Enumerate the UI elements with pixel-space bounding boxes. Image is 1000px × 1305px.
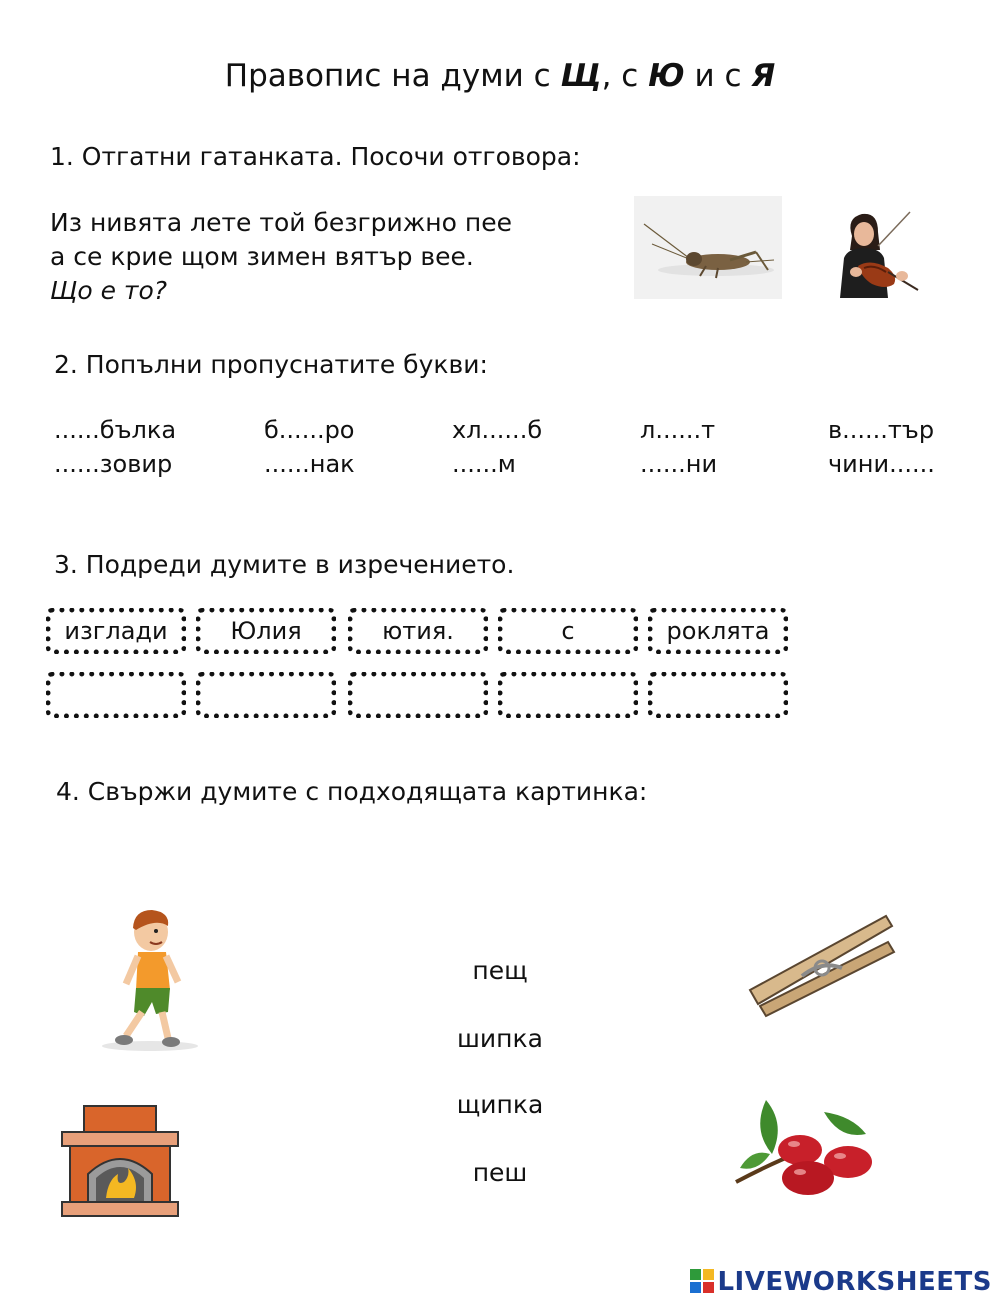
- answer-slot[interactable]: [498, 672, 638, 718]
- task4-heading: 4. Свържи думите с подходящата картинка:: [56, 777, 648, 806]
- riddle-line-1: Из нивята лете той безгрижно пее: [50, 208, 512, 237]
- answer-slot[interactable]: [46, 672, 186, 718]
- cricket-image[interactable]: [634, 196, 782, 299]
- word-tile[interactable]: изглади: [46, 608, 186, 654]
- match-word[interactable]: пеш: [472, 1158, 528, 1187]
- fireplace-icon: [60, 1104, 180, 1218]
- match-word[interactable]: щипка: [456, 1090, 544, 1119]
- fill-word[interactable]: б......ро: [264, 416, 355, 444]
- rosehip-image[interactable]: [730, 1094, 880, 1206]
- fill-word[interactable]: л......т: [640, 416, 716, 444]
- match-word[interactable]: шипка: [457, 1024, 543, 1053]
- task2-heading: 2. Попълни пропуснатите букви:: [54, 350, 488, 379]
- fill-word[interactable]: ......зовир: [54, 450, 173, 478]
- word-tile[interactable]: с: [498, 608, 638, 654]
- clothespin-image[interactable]: [746, 912, 898, 1018]
- riddle-line-2: а се крие щом зимен вятър вее.: [50, 242, 474, 271]
- match-word[interactable]: пещ: [472, 956, 528, 985]
- violinist-image[interactable]: [818, 206, 930, 302]
- word-tile[interactable]: Юлия: [196, 608, 336, 654]
- task3-heading: 3. Подреди думите в изречението.: [54, 550, 515, 579]
- fill-word[interactable]: ......нак: [264, 450, 355, 478]
- liveworksheets-logo: LIVEWORKSHEETS: [690, 1267, 992, 1297]
- walking-boy-icon: [44, 898, 258, 1058]
- answer-slot[interactable]: [348, 672, 488, 718]
- rosehip-icon: [730, 1094, 880, 1206]
- riddle-text: [50, 206, 512, 308]
- liveworksheets-badge-icon: [690, 1269, 714, 1293]
- fill-word[interactable]: хл......б: [452, 416, 543, 444]
- fill-word[interactable]: ......ни: [640, 450, 718, 478]
- violinist-icon: [818, 206, 930, 302]
- word-tile[interactable]: ютия.: [348, 608, 488, 654]
- page-title: Правопис на думи с Щ, с Ю и с Я: [224, 58, 776, 94]
- fill-word[interactable]: чини......: [828, 450, 935, 478]
- riddle-question: Що е то?: [50, 276, 168, 305]
- fill-word[interactable]: в......тър: [828, 416, 935, 444]
- cricket-icon: [634, 196, 782, 299]
- clothespin-icon: [746, 912, 898, 1018]
- fill-word[interactable]: ......м: [452, 450, 516, 478]
- walking-boy-image[interactable]: [44, 898, 258, 1058]
- answer-slot[interactable]: [648, 672, 788, 718]
- task1-heading: 1. Отгатни гатанката. Посочи отговора:: [50, 142, 581, 171]
- fill-word[interactable]: ......бълка: [54, 416, 177, 444]
- word-tile[interactable]: роклята: [648, 608, 788, 654]
- answer-slot[interactable]: [196, 672, 336, 718]
- fireplace-image[interactable]: [60, 1104, 180, 1218]
